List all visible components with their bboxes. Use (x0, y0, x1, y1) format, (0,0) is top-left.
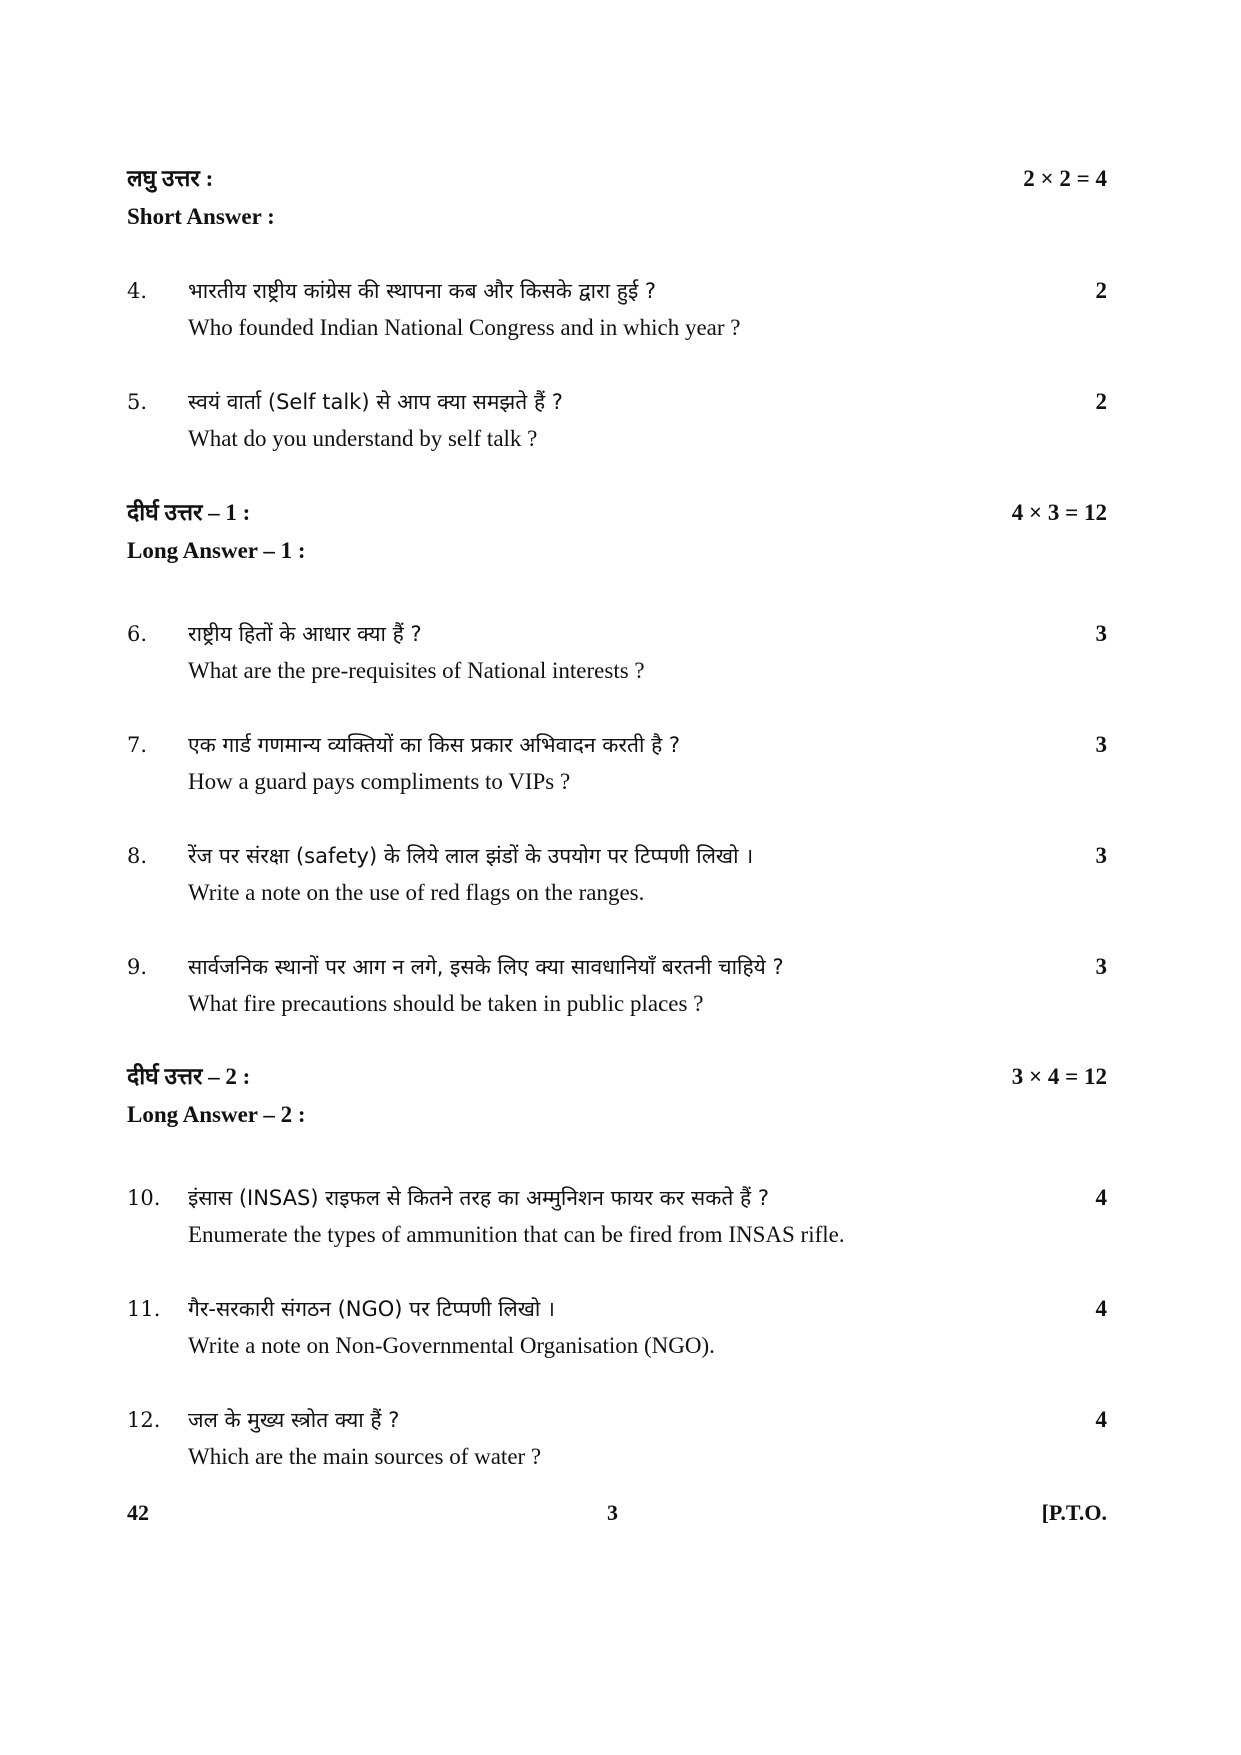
section-header-short-answer (127, 160, 1107, 236)
section-marks: 2 × 2 = 4 (1023, 166, 1107, 191)
question-number: 10. (127, 1186, 161, 1210)
question-text-hindi: भारतीय राष्ट्रीय कांग्रेस की स्थापना कब और किसके द्वारा हुई ? (188, 279, 657, 303)
paper-code: 42 (127, 1500, 149, 1525)
question-text-english: What fire precautions should be taken in public places ? (188, 991, 704, 1016)
question-text-english: Enumerate the types of ammunition that can be fired from INSAS rifle. (188, 1222, 845, 1247)
question-number: 6. (127, 622, 148, 646)
question-marks: 4 (1095, 1407, 1107, 1432)
question-text-english: How a guard pays compliments to VIPs ? (188, 769, 571, 794)
section-title-english: Long Answer – 1 : (127, 538, 306, 563)
question-number: 9. (127, 955, 148, 979)
section-title-hindi: लघु उत्तर : (127, 166, 214, 191)
question-text-hindi: स्वयं वार्ता (Self talk) से आप क्या समझते हैं ? (188, 390, 563, 414)
section-title-english: Short Answer : (127, 204, 275, 229)
section-title-english: Long Answer – 2 : (127, 1102, 306, 1127)
question-text-hindi: गैर-सरकारी संगठन (NGO) पर टिप्पणी लिखो । (188, 1297, 556, 1321)
question-marks: 3 (1095, 732, 1107, 757)
section-header-long-answer-1 (127, 494, 1107, 570)
question-text-english: Who founded Indian National Congress and in which year ? (188, 315, 741, 340)
section-title-hindi: दीर्घ उत्तर – 1 : (127, 500, 251, 525)
question-text-english: Write a note on Non-Governmental Organisation (NGO). (188, 1333, 715, 1358)
page-footer (127, 1495, 1107, 1531)
question-marks: 4 (1095, 1185, 1107, 1210)
question-marks: 3 (1095, 954, 1107, 979)
question-number: 12. (127, 1408, 161, 1432)
question-text-english: What do you understand by self talk ? (188, 426, 538, 451)
question-text-english: Which are the main sources of water ? (188, 1444, 542, 1469)
section-header-long-answer-2 (127, 1058, 1107, 1134)
question-marks: 2 (1095, 389, 1107, 414)
question-number: 11. (127, 1297, 161, 1321)
section-title-hindi: दीर्घ उत्तर – 2 : (127, 1064, 251, 1089)
question-text-english: Write a note on the use of red flags on the ranges. (188, 880, 645, 905)
page-number: 3 (607, 1500, 618, 1525)
question-number: 7. (127, 733, 148, 757)
question-marks: 3 (1095, 843, 1107, 868)
question-number: 4. (127, 279, 148, 303)
question-text-hindi: सार्वजनिक स्थानों पर आग न लगे, इसके लिए क्या सावधानियाँ बरतनी चाहिये ? (188, 955, 784, 979)
question-marks: 2 (1095, 278, 1107, 303)
question-number: 8. (127, 844, 148, 868)
question-number: 5. (127, 390, 148, 414)
question-text-hindi: इंसास (INSAS) राइफल से कितने तरह का अम्मुनिशन फायर कर सकते हैं ? (188, 1186, 769, 1210)
section-marks: 3 × 4 = 12 (1011, 1064, 1107, 1089)
question-text-hindi: रेंज पर संरक्षा (safety) के लिये लाल झंडों के उपयोग पर टिप्पणी लिखो । (188, 844, 754, 868)
question-text-english: What are the pre-requisites of National interests ? (188, 658, 645, 683)
section-marks: 4 × 3 = 12 (1011, 500, 1107, 525)
question-text-hindi: एक गार्ड गणमान्य व्यक्तियों का किस प्रकार अभिवादन करती है ? (188, 733, 681, 757)
question-text-hindi: जल के मुख्य स्त्रोत क्या हैं ? (188, 1408, 400, 1432)
please-turn-over: [P.T.O. (1041, 1500, 1107, 1525)
question-text-hindi: राष्ट्रीय हितों के आधार क्या हैं ? (188, 622, 422, 646)
question-marks: 4 (1095, 1296, 1107, 1321)
question-marks: 3 (1095, 621, 1107, 646)
